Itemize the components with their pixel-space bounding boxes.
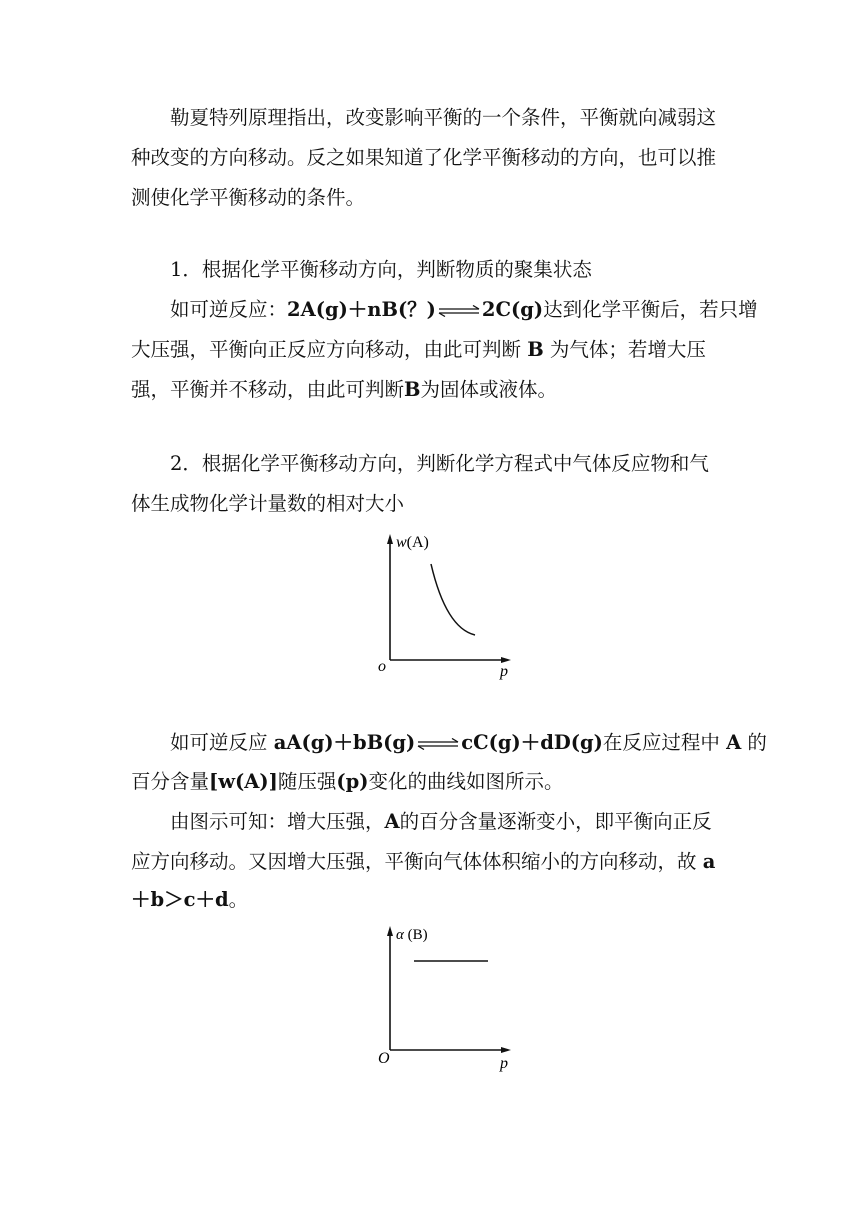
equilibrium-arrow-icon [438,305,480,317]
text-bold: A [726,731,742,754]
text: 由图示可知：增大压强， [170,810,385,833]
graph-alpha-b-vs-p [372,918,522,1073]
para1-line1: 勒夏特列原理指出，改变影响平衡的一个条件，平衡就向减弱这 [170,106,717,129]
text: 的 [741,731,767,754]
equilibrium-arrow-icon [417,738,459,750]
y-axis-label: w(A) [396,534,429,551]
section1-line1 [170,296,758,324]
text-bold: B [404,378,421,401]
para1-line2: 种改变的方向移动。反之如果知道了化学平衡移动的方向，也可以推 [131,146,717,169]
section2-p2-line3 [131,886,731,914]
graph-w-a-vs-p [372,528,522,680]
text: 为气体；若增大压 [543,338,706,361]
text-bold: A [384,810,400,833]
section2-heading-line1: 2．根据化学平衡移动方向，判断化学方程式中气体反应物和气 [170,452,709,475]
text: 随压强 [277,770,337,793]
section1-line3 [131,376,731,404]
section1-heading: 1．根据化学平衡移动方向，判断物质的聚集状态 [170,258,592,281]
text-bold: a [702,850,716,873]
equation-right: 2C(g) [481,298,544,321]
text: 的百分含量逐渐变小，即平衡向正反 [399,810,712,833]
text: 大压强，平衡向正反应方向移动，由此可判断 [131,338,528,361]
x-axis-label: p [500,1055,508,1072]
text-bold: B [527,338,544,361]
text: 如可逆反应： [170,298,288,321]
section2-p1-line2 [131,768,731,796]
text-bold: (p) [336,770,369,793]
text: 变化的曲线如图所示。 [368,770,564,793]
text: 在反应过程中 [602,731,727,754]
origin-label: O [378,1050,390,1067]
equation-left: aA(g)＋bB(g) [273,731,416,754]
section2-heading-line2: 体生成物化学计量数的相对大小 [131,492,405,515]
para1-line3: 测使化学平衡移动的条件。 [131,186,366,209]
section2-p2-line2 [131,848,731,876]
text: 为固体或液体。 [420,378,558,401]
section2-p1-line1 [170,729,767,757]
text-bold: [w(A)] [209,770,278,793]
section2-p2-line1 [170,808,731,836]
y-axis-arrow-icon [387,534,393,544]
section1-line2 [131,336,731,364]
text: 如可逆反应 [170,731,274,754]
text-bold: ＋b＞c＋d [131,888,229,911]
text: 达到化学平衡后，若只增 [543,298,758,321]
text: 应方向移动。又因增大压强，平衡向气体体积缩小的方向移动，故 [131,850,703,873]
x-axis-arrow-icon [501,1047,511,1053]
text: 百分含量 [131,770,210,793]
text: 强，平衡并不移动，由此可判断 [131,378,405,401]
origin-label: o [378,658,386,675]
y-axis-arrow-icon [387,926,393,936]
y-axis-label: α (B) [396,927,428,943]
x-axis-label: p [500,663,508,680]
curve-w-a [431,564,475,635]
equation-left: 2A(g)＋nB(？) [287,298,436,321]
text: 。 [228,888,249,911]
equation-right: cC(g)＋dD(g) [461,731,603,754]
